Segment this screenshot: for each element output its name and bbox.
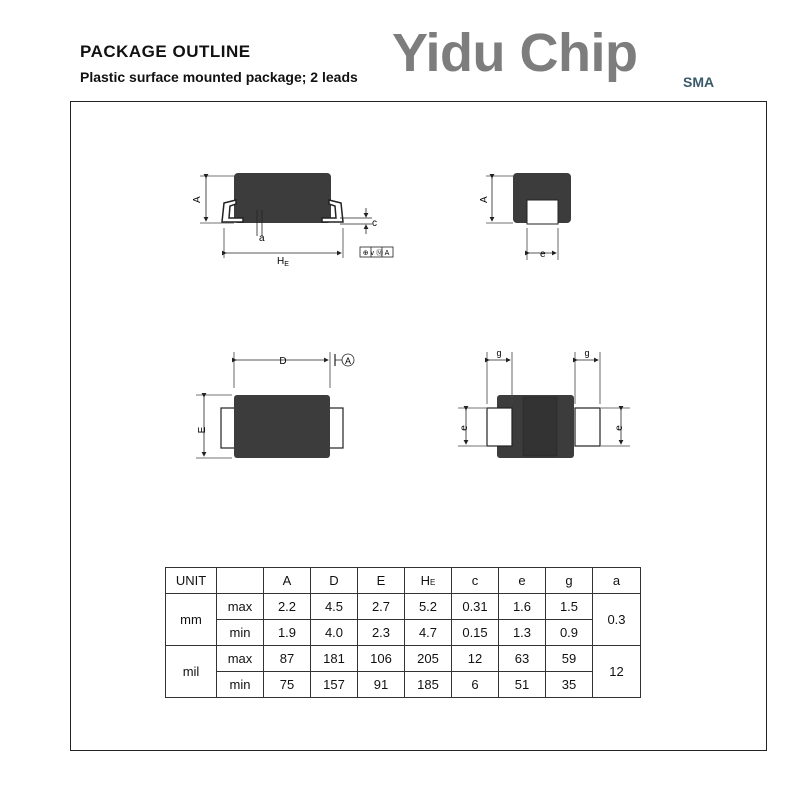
header-subtitle: Plastic surface mounted package; 2 leads [80, 69, 358, 85]
cell: 2.3 [358, 620, 405, 646]
dim-g-right: g [584, 348, 590, 358]
dim-A-end: A [479, 196, 490, 203]
row-label: min [217, 672, 264, 698]
cell: 87 [264, 646, 311, 672]
cell: 1.3 [499, 620, 546, 646]
cell: 4.7 [405, 620, 452, 646]
header-unit: UNIT [166, 568, 217, 594]
cell: 0.15 [452, 620, 499, 646]
cell: 1.9 [264, 620, 311, 646]
table-header-row [166, 568, 641, 594]
cell: 0.31 [452, 594, 499, 620]
header-col: HE [405, 568, 452, 594]
cell: 157 [311, 672, 358, 698]
dim-e-end: e [540, 249, 546, 260]
row-label: max [217, 594, 264, 620]
header-blank [217, 568, 264, 594]
cell: 59 [546, 646, 593, 672]
cell: 0.9 [546, 620, 593, 646]
cell: 51 [499, 672, 546, 698]
table-row [166, 620, 641, 646]
cell: 106 [358, 646, 405, 672]
cell: 63 [499, 646, 546, 672]
cell-a-mil: 12 [593, 646, 641, 698]
cell: 6 [452, 672, 499, 698]
dim-e-left: e [459, 425, 470, 431]
brand-logo: Yidu Chip [392, 23, 638, 83]
cell: 35 [546, 672, 593, 698]
row-label: max [217, 646, 264, 672]
package-code: SMA [683, 74, 715, 90]
table-row [166, 594, 641, 620]
dim-E: E [197, 426, 208, 434]
dim-a: a [259, 233, 265, 244]
cell: 12 [452, 646, 499, 672]
cell: 91 [358, 672, 405, 698]
dim-g-left: g [496, 348, 502, 358]
cell-a-mm: 0.3 [593, 594, 641, 646]
top-view [196, 352, 354, 458]
cell: 1.5 [546, 594, 593, 620]
header-col: e [499, 568, 546, 594]
header-col: E [358, 568, 405, 594]
dim-c: c [372, 218, 377, 229]
bottom-view [458, 348, 630, 458]
header-col: A [264, 568, 311, 594]
side-view [192, 173, 393, 268]
tolerance-frame: ⊕ v Ⓜ A [362, 250, 390, 257]
table-row [166, 672, 641, 698]
table-row [166, 646, 641, 672]
header-col: c [452, 568, 499, 594]
cell: 185 [405, 672, 452, 698]
header-col: a [593, 568, 641, 594]
cell: 4.5 [311, 594, 358, 620]
unit-mil: mil [166, 646, 217, 698]
cell: 1.6 [499, 594, 546, 620]
end-view [479, 173, 571, 260]
dim-HE: $H_E$ [277, 256, 289, 268]
cell: 5.2 [405, 594, 452, 620]
cell: 2.2 [264, 594, 311, 620]
dim-D: D [279, 356, 287, 367]
header-col: g [546, 568, 593, 594]
dim-A-side: A [192, 196, 203, 203]
cell: 181 [311, 646, 358, 672]
cell: 4.0 [311, 620, 358, 646]
cell: 205 [405, 646, 452, 672]
dimensions-table [165, 567, 641, 698]
cell: 2.7 [358, 594, 405, 620]
datum-A: A [344, 356, 352, 366]
cell: 75 [264, 672, 311, 698]
unit-mm: mm [166, 594, 217, 646]
header-col: D [311, 568, 358, 594]
header-title: PACKAGE OUTLINE [80, 42, 251, 61]
row-label: min [217, 620, 264, 646]
dim-e-right: e [614, 425, 625, 431]
